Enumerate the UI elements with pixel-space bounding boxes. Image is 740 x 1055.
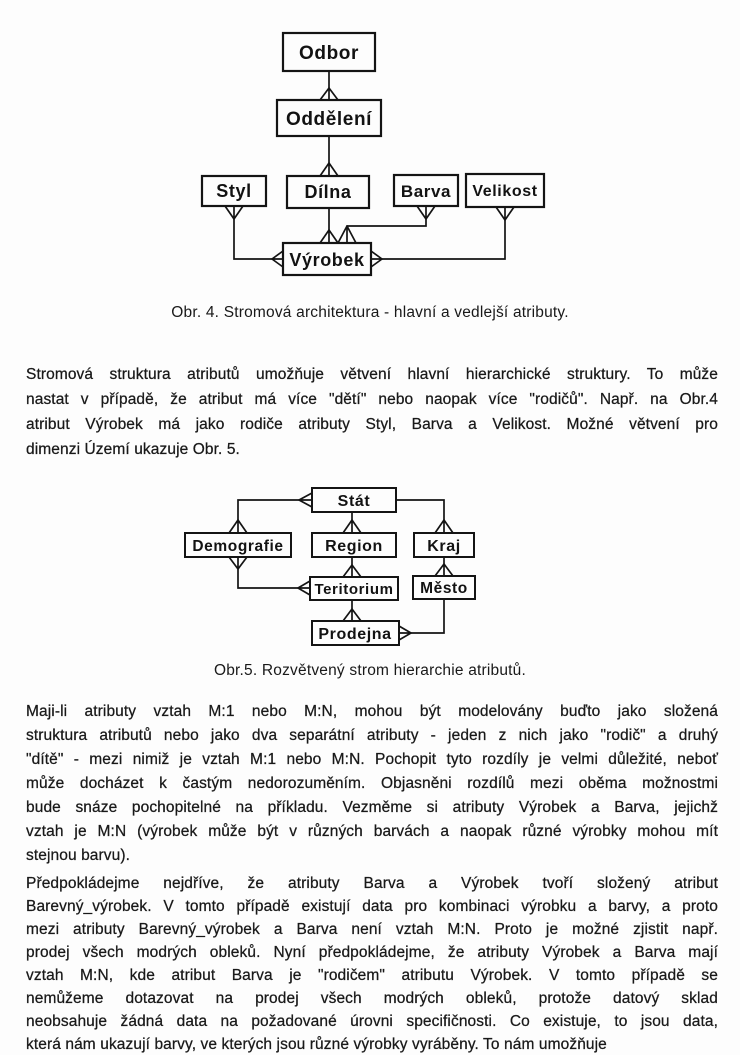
- figure5-caption: Obr.5. Rozvětvený strom hierarchie atributů.: [213, 662, 527, 679]
- node-label: Region: [325, 538, 383, 555]
- figure4-caption: Obr. 4. Stromová architektura - hlavní a vedlejší atributy.: [171, 304, 569, 321]
- crow-foot-icon: [229, 557, 247, 569]
- node-label: Dílna: [304, 182, 352, 202]
- crow-foot-icon: [371, 251, 382, 267]
- edge-styl-vyrobek: [234, 219, 272, 259]
- node-label: Styl: [216, 181, 252, 201]
- diagram-node-vyrobek: [283, 243, 371, 275]
- edge-barva-vyrobek: [347, 219, 426, 226]
- text-line: struktura atributů nebo jako dva separátní atributy - jeden z nich jako "rodič" a druhý: [26, 727, 718, 744]
- text-line: která nám ukazují barvy, ve kterých jsou různé výrobky vyráběny. To nám umožňuje: [26, 1036, 607, 1053]
- edge-stat-demografie: [238, 500, 299, 520]
- text-line: dimenzi Území ukazuje Obr. 5.: [26, 441, 240, 458]
- text-line: neobsahuje žádná data na požadované úrovni specifičnosti. Co existuje, to jsou data,: [26, 1013, 718, 1030]
- crow-foot-icon: [298, 581, 310, 595]
- node-label: Kraj: [427, 538, 461, 555]
- text-line: vztah M:N, kde atribut Barva je "rodičem" atributu Výrobek. V tomto případě se: [26, 967, 718, 984]
- text-line: vztah je M:N (výrobek může být v různých barvách a naopak různé výrobky mohou mít: [26, 823, 718, 840]
- node-label: Teritorium: [314, 581, 394, 598]
- text-line: Stromová struktura atributů umožňuje větvení hlavní hierarchické struktury. To může: [26, 366, 718, 383]
- node-label: Stát: [337, 493, 371, 510]
- crow-foot-icon: [496, 207, 514, 220]
- text-line: Maji-li atributy vztah M:1 nebo M:N, mohou být modelovány buďto jako složená: [26, 703, 718, 720]
- text-line: stejnou barvu).: [26, 847, 131, 864]
- crow-foot-icon: [399, 626, 411, 640]
- crow-foot-icon: [435, 564, 453, 576]
- crow-foot-icon: [417, 206, 435, 219]
- diagram-node-teritorium: [310, 577, 398, 600]
- text-line: nemůžeme dotazovat na prodej všech modrých obleků, protože datový sklad: [26, 990, 718, 1007]
- figure5-edges: [229, 493, 453, 640]
- crow-foot-icon: [320, 163, 338, 176]
- text-line: Barevný_výrobek. V tomto případě existují data pro kombinaci výrobku a barvy, a proto: [26, 898, 718, 915]
- text-line: může docházet k častým nedorozuměním. Objasněni rozdílů mezi oběma možnostmi: [26, 775, 718, 792]
- edge-mesto-prodejna: [411, 599, 444, 633]
- edge-stat-kraj: [396, 500, 444, 520]
- diagram-node-stat: [312, 488, 396, 512]
- diagram-node-velikost: [466, 174, 544, 207]
- paragraph-2: [26, 700, 718, 868]
- paragraph-3: [26, 872, 718, 1055]
- figure4-diagram: [0, 0, 740, 300]
- node-label: Odbor: [299, 43, 359, 64]
- crow-foot-icon: [320, 88, 338, 100]
- edge-demografie-teritorium: [238, 569, 298, 588]
- node-label: Prodejna: [318, 626, 392, 643]
- node-label: Město: [420, 580, 468, 597]
- crow-foot-icon: [225, 206, 243, 219]
- node-label: Barva: [400, 182, 452, 201]
- text-line: nastat v případě, že atribut má více "dětí" nebo naopak více "rodičů". Např. na Obr.4: [26, 391, 718, 408]
- node-label: Velikost: [472, 183, 538, 200]
- diagram-node-barva: [394, 175, 458, 206]
- diagram-node-kraj: [414, 533, 474, 557]
- text-line: bude snáze pochopitelné na příkladu. Vezměme si atributy Výrobek a Barva, jejichž: [26, 799, 718, 816]
- crow-foot-icon: [343, 565, 361, 577]
- diagram-node-oddeleni: [277, 100, 381, 136]
- node-label: Výrobek: [289, 250, 365, 270]
- figure5-diagram: [0, 455, 740, 655]
- text-line: Předpokládejme nejdříve, že atributy Barva a Výrobek tvoří složený atribut: [26, 875, 718, 892]
- crow-foot-icon: [229, 520, 247, 533]
- diagram-node-prodejna: [312, 621, 399, 645]
- crow-foot-icon: [272, 251, 283, 267]
- crow-foot-icon: [338, 226, 356, 243]
- node-label: Demografie: [192, 538, 284, 555]
- diagram-node-odbor: [283, 33, 375, 71]
- diagram-node-region: [312, 533, 396, 557]
- text-line: prodej všech modrých obleků. Nyní předpokládejme, že atributy Výrobek a Barva mají: [26, 944, 718, 961]
- crow-foot-icon: [299, 493, 312, 507]
- text-line: atribut Výrobek má jako rodiče atributy Styl, Barva a Velikost. Možné větvení pro: [26, 416, 718, 433]
- paragraph-1: [26, 362, 718, 462]
- text-line: mezi atributy Barevný_výrobek a Barva není vztah M:N. Proto je možné zjistit např.: [26, 921, 718, 938]
- node-label: Oddělení: [285, 109, 373, 130]
- diagram-node-mesto: [413, 576, 475, 599]
- crow-foot-icon: [435, 520, 453, 533]
- crow-foot-icon: [343, 609, 361, 621]
- diagram-node-styl: [202, 176, 266, 206]
- text-line: "dítě" - mezi nimiž je vztah M:1 nebo M:N. Pochopit tyto rozdíly je velmi důležité, neboť: [26, 751, 718, 768]
- crow-foot-icon: [343, 520, 361, 533]
- diagram-node-demografie: [185, 533, 291, 557]
- diagram-node-dilna: [287, 176, 369, 208]
- crow-foot-icon: [320, 230, 338, 243]
